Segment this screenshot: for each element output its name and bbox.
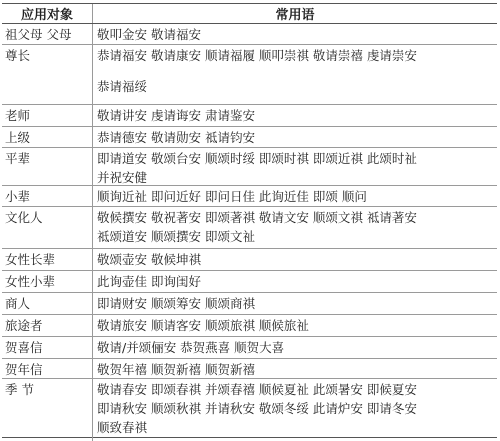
row-target: 旅途者: [2, 315, 93, 336]
header-target: 应用对象: [2, 4, 93, 23]
table-row: [2, 127, 497, 148]
phrase-line: 敬请春安 即颂春祺 并颂春禧 顺候夏祉 此颂暑安 即候夏安: [97, 382, 417, 397]
table-row: [2, 45, 497, 105]
row-target: 商人: [2, 293, 93, 314]
row-target: 上级: [2, 127, 93, 147]
table-row: [2, 24, 497, 45]
phrase-line: 敬请/并颂俪安 恭贺燕喜 顺贺大喜: [97, 340, 285, 355]
row-target: 贺喜信: [2, 337, 93, 358]
table-row: [2, 337, 497, 359]
phrase-line: 即请秋安 顺颂秋祺 并请秋安 敬颂冬绥 此请炉安 即请冬安: [97, 401, 417, 416]
phrase-line: 恭请福绥: [97, 79, 148, 94]
row-phrases: [93, 186, 497, 206]
table-row: [2, 207, 497, 249]
row-target: 贺年信: [2, 359, 93, 378]
table-header-row: [2, 4, 497, 24]
row-phrases: [93, 249, 497, 270]
phrase-line: 敬请讲安 虔请诲安 肃请鉴安: [97, 108, 255, 123]
row-phrases: [93, 315, 497, 336]
row-target: 女性长辈: [2, 249, 93, 270]
phrase-line: 顺询近祉 即问近好 即问日佳 此询近佳 即颂 顺问: [97, 189, 367, 204]
row-phrases: [93, 271, 497, 292]
phrase-line: 此询壶佳 即询闺好: [97, 274, 201, 289]
phrase-line: 敬候撰安 敬祝著安 即颂著祺 敬请文安 顺颂文祺 祗请著安: [97, 210, 417, 225]
phrase-line: 敬贺年禧 顺贺新禧 顺贺新禧: [97, 362, 255, 377]
row-target: 季 节: [2, 379, 93, 441]
row-phrases: [93, 379, 497, 441]
phrase-line: 敬请旅安 顺请客安 顺颂旅祺 顺候旅祉: [97, 318, 309, 333]
phrase-line: 即请财安 顺颂筹安 顺颂商祺: [97, 296, 255, 311]
table-row: [2, 271, 497, 293]
phrase-line: 恭请福安 敬请康安 顺请福履 顺叩崇祺 敬请崇禧 虔请崇安: [97, 48, 417, 63]
row-target: 文化人: [2, 207, 93, 248]
table-row: [2, 249, 497, 271]
row-target: 尊长: [2, 45, 93, 104]
table-row: [2, 105, 497, 127]
row-target: 老师: [2, 105, 93, 126]
row-phrases: [93, 45, 497, 104]
row-target: 祖父母 父母: [2, 24, 93, 44]
table-row: [2, 148, 497, 186]
table-row: [2, 293, 497, 315]
row-phrases: [93, 105, 497, 126]
row-target: 女性小辈: [2, 271, 93, 292]
phrase-line: 敬颂壶安 敬候坤祺: [97, 252, 201, 267]
phrase-line: 并祝安健: [97, 170, 148, 185]
table-row: [2, 186, 497, 207]
header-phrases: 常用语: [275, 8, 315, 23]
row-target: 小辈: [2, 186, 93, 206]
phrase-line: 即请道安 敬颂台安 顺颂时绥 即颂时祺 即颂近祺 此颂时祉: [97, 151, 417, 166]
phrase-line: 恭请德安 敬请勋安 祗请钧安: [97, 130, 255, 145]
row-phrases: [93, 127, 497, 147]
row-phrases: [93, 337, 497, 358]
phrase-line: 祗颂道安 顺颂撰安 即颂文祉: [97, 229, 255, 244]
row-phrases: [93, 293, 497, 314]
table-row: [2, 315, 497, 337]
phrase-line: 敬叩金安 敬请福安: [97, 27, 201, 42]
row-phrases: [93, 207, 497, 248]
salutation-table: [2, 3, 497, 438]
row-target: 平辈: [2, 148, 93, 185]
row-phrases: [93, 24, 497, 44]
table-row: [2, 359, 497, 379]
row-phrases: [93, 359, 497, 378]
table-row: [2, 379, 497, 441]
row-phrases: [93, 148, 497, 185]
phrase-line: 顺致春祺: [97, 420, 148, 435]
